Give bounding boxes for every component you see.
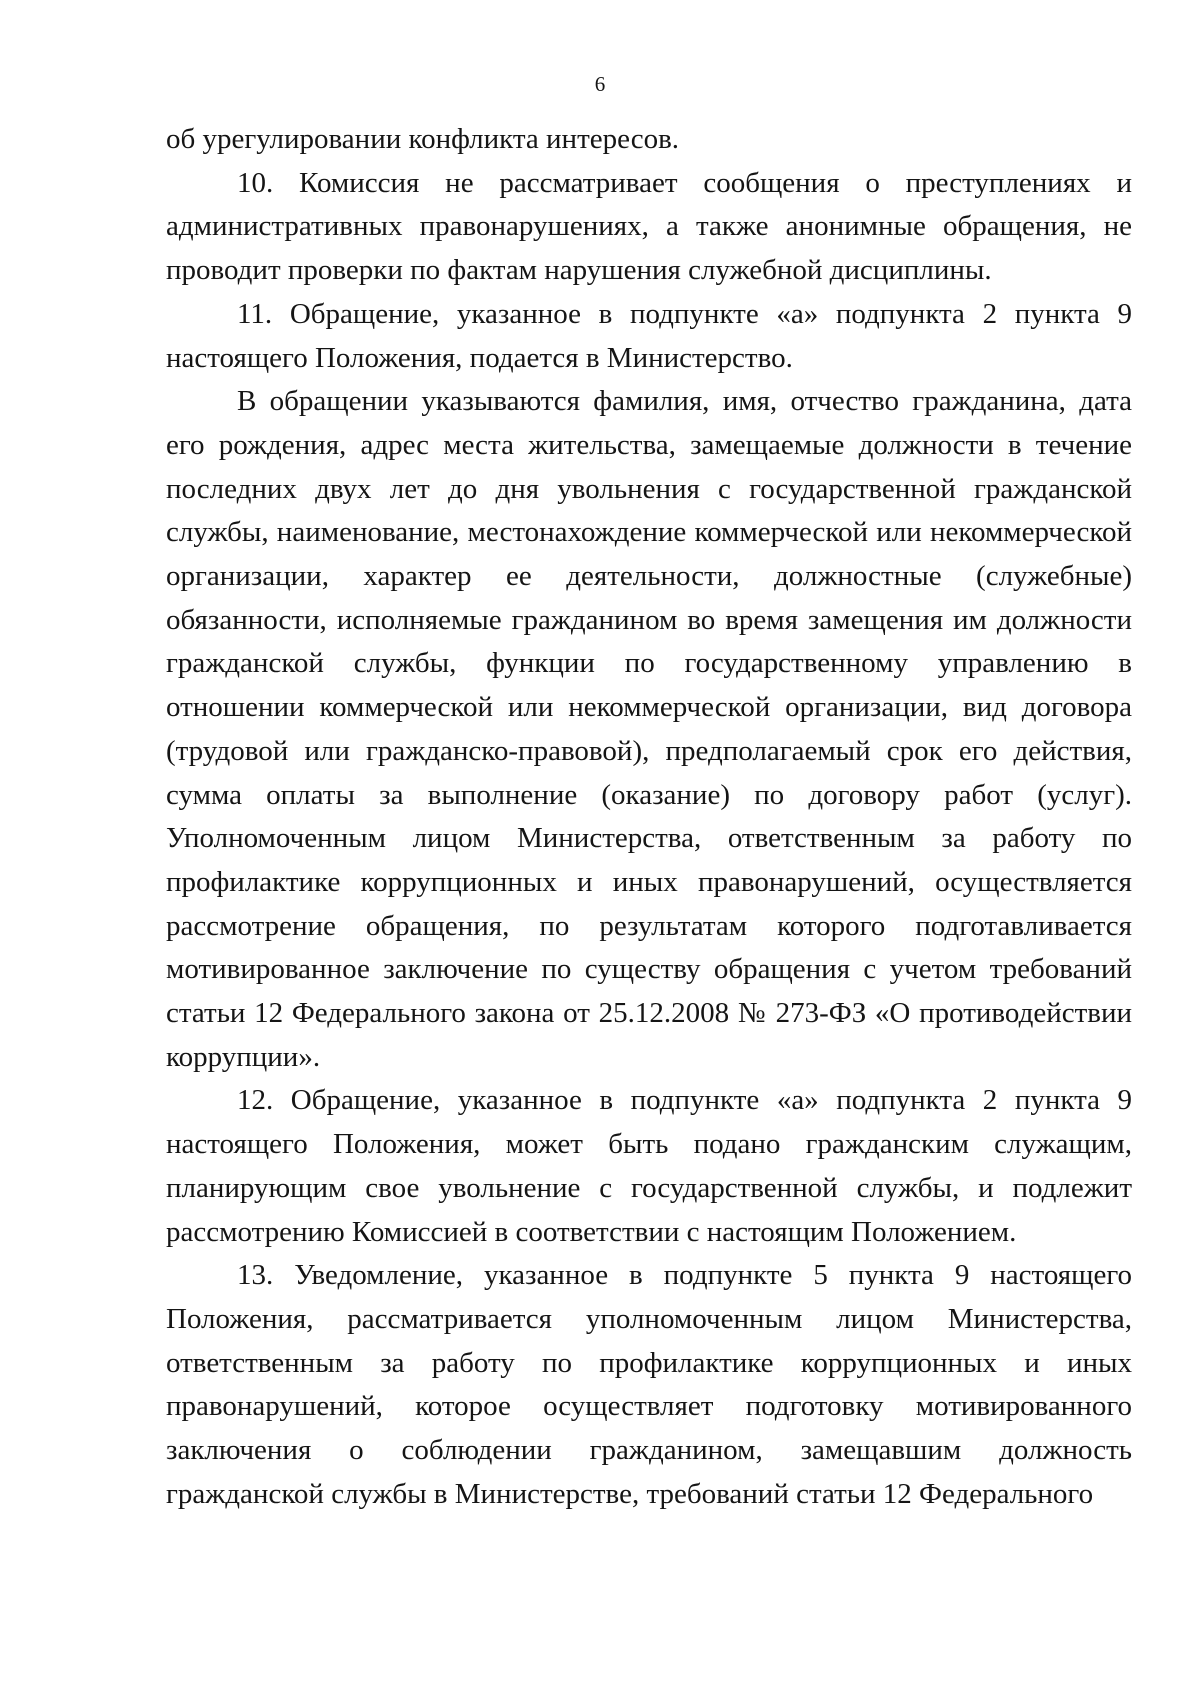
- paragraph-continuation: об урегулировании конфликта интересов.: [166, 123, 680, 155]
- paragraph-11-details: В обращении указываются фамилия, имя, отчество гражданина, дата его рождения, адрес места жительства, замещаемые должности в течение последних двух лет до дня увольнения с государственной гражданской службы, наименование, местонахождение коммерческой или некоммерческой организации, характер ее деятельности, должностные (служебные) обязанности, исполняемые гражданином во время замещения им должности гражданской службы, функции по государственному управлению в отношении коммерческой или некоммерческой организации, вид договора (трудовой или гражданско-правовой), предполагаемый срок его действия, сумма оплаты за выполнение (оказание) по договору работ (услуг). Уполномоченным лицом Министерства, ответственным за работу по профилактике коррупционных и иных правонарушений, осуществляется рассмотрение обращения, по результатам которого подготавливается мотивированное заключение по существу обращения с учетом требований статьи 12 Федерального закона от 25.12.2008 № 273-ФЗ «О противодействии коррупции».: [166, 385, 1132, 1073]
- paragraph-10: 10. Комиссия не рассматривает сообщения о преступлениях и административных правонарушениях, а также анонимные обращения, не проводит проверки по фактам нарушения служебной дисциплины.: [166, 166, 1132, 287]
- document-body: [166, 118, 1132, 1517]
- paragraph-11: 11. Обращение, указанное в подпункте «а» подпункта 2 пункта 9 настоящего Положения, подается в Министерство.: [166, 297, 1132, 374]
- paragraph-13: 13. Уведомление, указанное в подпункте 5 пункта 9 настоящего Положения, рассматривается уполномоченным лицом Министерства, ответственным за работу по профилактике коррупционных и иных правонарушений, которое осуществляет подготовку мотивированного заключения о соблюдении гражданином, замещавшим должность гражданской службы в Министерстве, требований статьи 12 Федерального: [166, 1259, 1132, 1510]
- paragraph-12: 12. Обращение, указанное в подпункте «а» подпункта 2 пункта 9 настоящего Положения, может быть подано гражданским служащим, планирующим свое увольнение с государственной службы, и подлежит рассмотрению Комиссией в соответствии с настоящим Положением.: [166, 1084, 1132, 1248]
- page-number: 6: [594, 72, 606, 96]
